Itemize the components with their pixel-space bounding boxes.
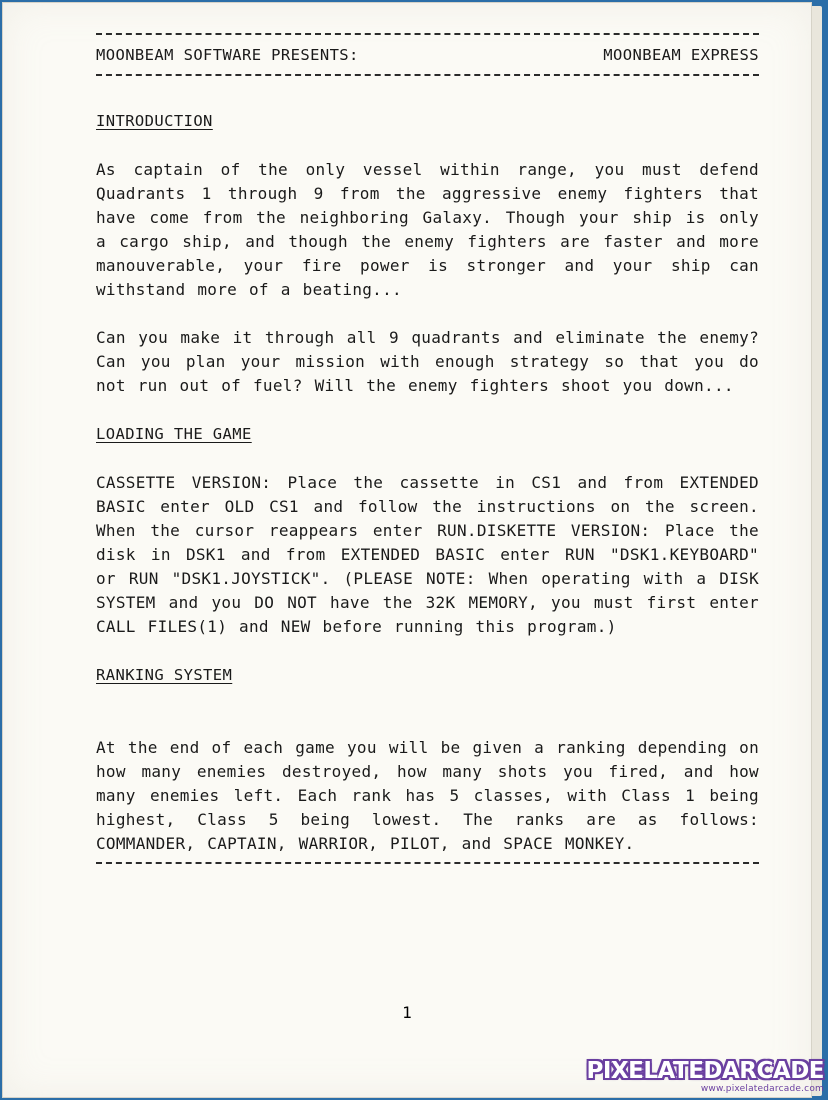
- pixelated-arcade-watermark: [586, 1060, 824, 1094]
- watermark-url: www.pixelatedarcade.com: [700, 1084, 824, 1094]
- watermark-logo-text: PIXELATEDARCADE: [586, 1058, 824, 1084]
- introduction-paragraph-1: As captain of the only vessel within range, you must defend Quadrants 1 through 9 from the aggressive enemy fighters that have come from the neighboring Galaxy. Though your ship is only a cargo ship, and though the enemy fighters are faster and more manouverable, your fire power is stronger and your ship can withstand more of a beating...: [96, 160, 759, 299]
- header-publisher: MOONBEAM SOFTWARE PRESENTS:: [96, 46, 359, 64]
- ranking-heading: RANKING SYSTEM: [96, 666, 233, 684]
- loading-heading: LOADING THE GAME: [96, 425, 252, 443]
- page-number: 1: [402, 1003, 412, 1022]
- loading-paragraph: CASSETTE VERSION: Place the cassette in CS1 and from EXTENDED BASIC enter OLD CS1 and follow the instructions on the screen. When the cursor reappears enter RUN.DISKETTE VERSION: Place the disk in DSK1 and from EXTENDED BASIC enter RUN "DSK1.KEYBOARD" or RUN "DSK1.JOYSTICK". (PLEASE NOTE: When operating with a DISK SYSTEM and you DO NOT have the 32K MEMORY, you must first enter CALL FILES(1) and NEW before running this program.): [96, 473, 759, 636]
- page-content: [96, 33, 759, 865]
- manual-page: [2, 2, 812, 1098]
- bottom-divider: [96, 862, 759, 865]
- page-header: [96, 46, 759, 64]
- top-divider: [96, 33, 759, 36]
- introduction-paragraph-2: Can you make it through all 9 quadrants and eliminate the enemy? Can you plan your mission with enough strategy so that you do not run out of fuel? Will the enemy fighters shoot you down...: [96, 328, 759, 395]
- introduction-heading: INTRODUCTION: [96, 112, 213, 130]
- header-game-title: MOONBEAM EXPRESS: [603, 46, 759, 64]
- ranking-paragraph: At the end of each game you will be given a ranking depending on how many enemies destroyed, how many shots you fired, and how many enemies left. Each rank has 5 classes, with Class 1 being highest, Class 5 being lowest. The ranks are as follows: COMMANDER, CAPTAIN, WARRIOR, PILOT, and SPACE MONKEY.: [96, 738, 759, 853]
